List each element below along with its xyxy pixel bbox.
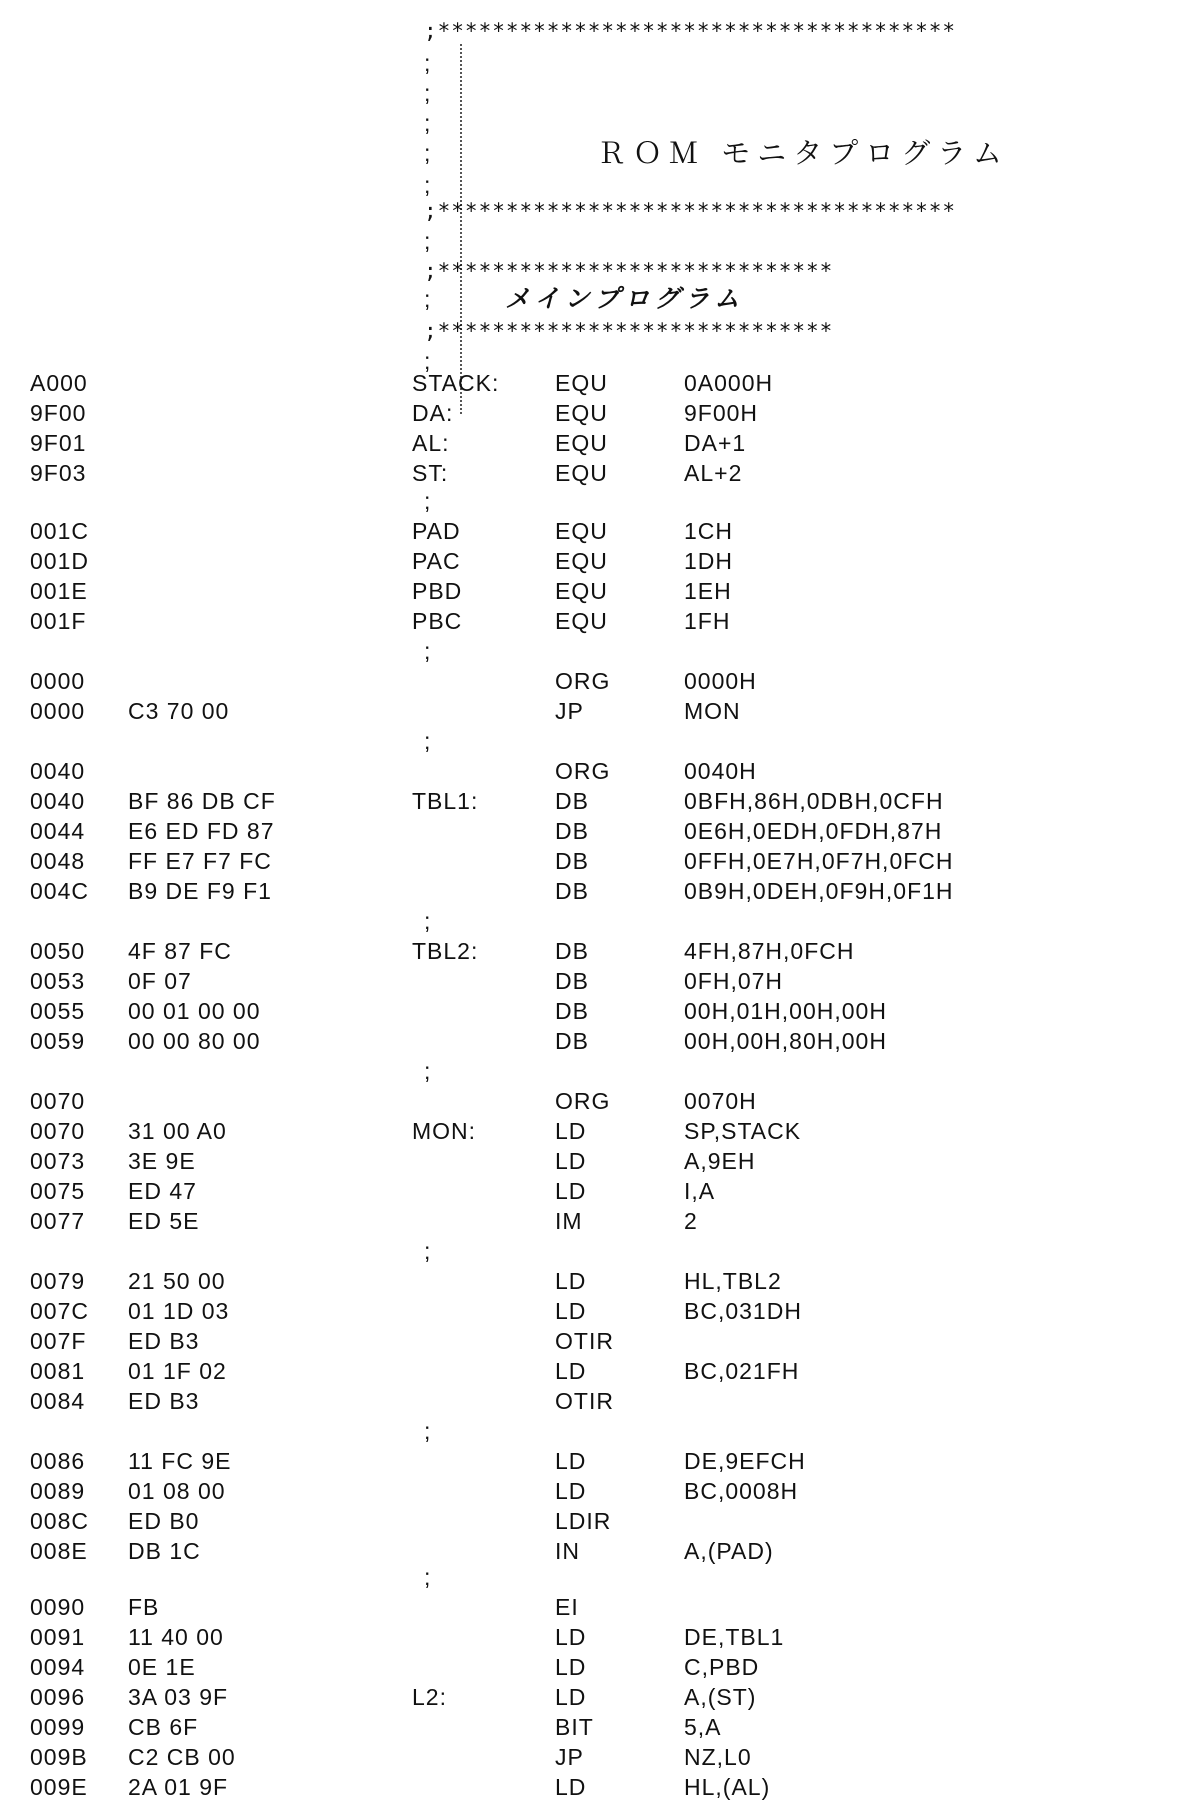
mnemonic: DB	[555, 968, 589, 994]
address: 0040	[30, 758, 86, 784]
listing-row	[0, 786, 1204, 816]
operand: DE,TBL1	[684, 1624, 785, 1650]
mnemonic: LD	[555, 1358, 587, 1384]
address: 001E	[30, 578, 88, 604]
listing-row	[0, 1446, 1204, 1476]
operand: 0FH,07H	[684, 968, 784, 994]
address: 0089	[30, 1478, 86, 1504]
section-banner-top-stars: ;*****************************	[424, 259, 834, 283]
machine-code: C3 70 00	[128, 698, 230, 724]
section-banner-bottom	[0, 316, 1204, 346]
mnemonic: EQU	[555, 518, 608, 544]
operand: 1CH	[684, 518, 734, 544]
label: PBD	[412, 578, 463, 604]
operand: 00H,01H,00H,00H	[684, 998, 887, 1024]
comment-line	[0, 226, 1204, 256]
listing-row	[0, 1386, 1204, 1416]
mnemonic: BIT	[555, 1714, 594, 1740]
address: 9F03	[30, 460, 87, 486]
comment-semicolon: ;	[424, 286, 432, 312]
section-banner-top	[0, 256, 1204, 286]
operand: 4FH,87H,0FCH	[684, 938, 855, 964]
listing-row	[0, 1356, 1204, 1386]
machine-code: 01 1F 02	[128, 1358, 227, 1384]
listing-row	[0, 1296, 1204, 1326]
comment-line	[0, 906, 1204, 936]
machine-code: 4F 87 FC	[128, 938, 232, 964]
address: 009B	[30, 1744, 88, 1770]
comment-semicolon: ;	[424, 172, 432, 198]
mnemonic: LD	[555, 1268, 587, 1294]
label: STACK:	[412, 370, 500, 396]
address: 001C	[30, 518, 89, 544]
address: 0044	[30, 818, 86, 844]
banner-mid	[0, 196, 1204, 226]
mnemonic: LD	[555, 1118, 587, 1144]
machine-code: C2 CB 00	[128, 1744, 236, 1770]
machine-code: BF 86 DB CF	[128, 788, 276, 814]
section-banner-bottom-stars: ;*****************************	[424, 319, 834, 343]
operand: 0BFH,86H,0DBH,0CFH	[684, 788, 944, 814]
address: 009E	[30, 1774, 88, 1800]
comment-semicolon: ;	[424, 1238, 432, 1264]
address: 0090	[30, 1594, 86, 1620]
listing-row	[0, 1086, 1204, 1116]
banner-top-stars: ;**************************************	[424, 19, 957, 43]
machine-code: 11 FC 9E	[128, 1448, 232, 1474]
operand: 0A000H	[684, 370, 774, 396]
comment-semicolon: ;	[424, 140, 432, 166]
machine-code: DB 1C	[128, 1538, 201, 1564]
comment-line	[0, 486, 1204, 516]
operand: 00H,00H,80H,00H	[684, 1028, 887, 1054]
listing-row	[0, 1266, 1204, 1296]
operand: HL,TBL2	[684, 1268, 782, 1294]
machine-code: 01 1D 03	[128, 1298, 230, 1324]
address: 0070	[30, 1088, 86, 1114]
comment-line	[0, 636, 1204, 666]
operand: BC,021FH	[684, 1358, 800, 1384]
address: 0077	[30, 1208, 86, 1234]
mnemonic: OTIR	[555, 1388, 614, 1414]
mnemonic: EQU	[555, 608, 608, 634]
address: 0053	[30, 968, 86, 994]
listing-row	[0, 936, 1204, 966]
comment-semicolon: ;	[424, 728, 432, 754]
comment-semicolon: ;	[424, 348, 432, 374]
listing-row	[0, 666, 1204, 696]
operand: 1DH	[684, 548, 734, 574]
mnemonic: DB	[555, 788, 589, 814]
listing-row	[0, 606, 1204, 636]
address: 001D	[30, 548, 89, 574]
machine-code: FF E7 F7 FC	[128, 848, 272, 874]
machine-code: E6 ED FD 87	[128, 818, 275, 844]
listing-row	[0, 756, 1204, 786]
label: PAD	[412, 518, 461, 544]
machine-code: 00 01 00 00	[128, 998, 261, 1024]
machine-code: 01 08 00	[128, 1478, 226, 1504]
comment-semicolon: ;	[424, 1058, 432, 1084]
listing-row	[0, 1682, 1204, 1712]
mnemonic: DB	[555, 1028, 589, 1054]
address: 004C	[30, 878, 89, 904]
mnemonic: LD	[555, 1148, 587, 1174]
operand: I,A	[684, 1178, 716, 1204]
listing-row	[0, 576, 1204, 606]
address: 0048	[30, 848, 86, 874]
address: 0086	[30, 1448, 86, 1474]
mnemonic: DB	[555, 848, 589, 874]
listing-row	[0, 458, 1204, 488]
address: 0081	[30, 1358, 86, 1384]
address: 0050	[30, 938, 86, 964]
address: 0079	[30, 1268, 86, 1294]
listing-row	[0, 546, 1204, 576]
listing-row	[0, 1652, 1204, 1682]
comment-line	[0, 48, 1204, 78]
comment-line	[0, 1236, 1204, 1266]
label: PBC	[412, 608, 463, 634]
machine-code: ED 5E	[128, 1208, 200, 1234]
mnemonic: OTIR	[555, 1328, 614, 1354]
address: 0099	[30, 1714, 86, 1740]
address: 0096	[30, 1684, 86, 1710]
address: 0073	[30, 1148, 86, 1174]
address: 008E	[30, 1538, 88, 1564]
label: DA:	[412, 400, 454, 426]
label: TBL1:	[412, 788, 479, 814]
listing-row	[0, 1206, 1204, 1236]
operand: 2	[684, 1208, 698, 1234]
label: PAC	[412, 548, 461, 574]
machine-code: B9 DE F9 F1	[128, 878, 272, 904]
operand: 0E6H,0EDH,0FDH,87H	[684, 818, 943, 844]
operand: 0B9H,0DEH,0F9H,0F1H	[684, 878, 954, 904]
listing-row	[0, 1116, 1204, 1146]
listing-row	[0, 1326, 1204, 1356]
mnemonic: ORG	[555, 758, 611, 784]
mnemonic: EQU	[555, 370, 608, 396]
address: 0075	[30, 1178, 86, 1204]
label: TBL2:	[412, 938, 479, 964]
operand: C,PBD	[684, 1654, 760, 1680]
mnemonic: EQU	[555, 430, 608, 456]
mnemonic: EQU	[555, 548, 608, 574]
title-line	[0, 138, 1204, 168]
listing-row	[0, 816, 1204, 846]
listing-row	[0, 1712, 1204, 1742]
address: 0070	[30, 1118, 86, 1144]
listing-row	[0, 846, 1204, 876]
machine-code: ED B0	[128, 1508, 200, 1534]
listing-row	[0, 996, 1204, 1026]
mnemonic: LD	[555, 1624, 587, 1650]
listing-row	[0, 1146, 1204, 1176]
operand: 0070H	[684, 1088, 757, 1114]
mnemonic: ORG	[555, 1088, 611, 1114]
listing-row	[0, 1592, 1204, 1622]
machine-code: 11 40 00	[128, 1624, 224, 1650]
operand: 0040H	[684, 758, 757, 784]
mnemonic: LD	[555, 1448, 587, 1474]
operand: A,(ST)	[684, 1684, 757, 1710]
mnemonic: DB	[555, 878, 589, 904]
mnemonic: LDIR	[555, 1508, 612, 1534]
operand: 0000H	[684, 668, 757, 694]
mnemonic: LD	[555, 1298, 587, 1324]
listing-row	[0, 1622, 1204, 1652]
comment-line	[0, 78, 1204, 108]
comment-line	[0, 1056, 1204, 1086]
comment-semicolon: ;	[424, 638, 432, 664]
mnemonic: DB	[555, 938, 589, 964]
address: 0000	[30, 698, 86, 724]
listing-row	[0, 516, 1204, 546]
operand: NZ,L0	[684, 1744, 752, 1770]
comment-line	[0, 726, 1204, 756]
section-title-line	[0, 284, 1204, 314]
mnemonic: EQU	[555, 578, 608, 604]
machine-code: 0E 1E	[128, 1654, 196, 1680]
operand: MON	[684, 698, 741, 724]
label: ST:	[412, 460, 449, 486]
operand: BC,0008H	[684, 1478, 799, 1504]
machine-code: FB	[128, 1594, 160, 1620]
label: MON:	[412, 1118, 477, 1144]
operand: HL,(AL)	[684, 1774, 771, 1800]
banner-mid-stars: ;**************************************	[424, 199, 957, 223]
operand: 5,A	[684, 1714, 722, 1740]
listing-row	[0, 1506, 1204, 1536]
address: 0055	[30, 998, 86, 1024]
address: 007F	[30, 1328, 87, 1354]
banner-top	[0, 16, 1204, 46]
machine-code: ED B3	[128, 1388, 200, 1414]
machine-code: 3A 03 9F	[128, 1684, 229, 1710]
comment-semicolon: ;	[424, 228, 432, 254]
machine-code: 00 00 80 00	[128, 1028, 261, 1054]
address: 0084	[30, 1388, 86, 1414]
machine-code: CB 6F	[128, 1714, 199, 1740]
mnemonic: LD	[555, 1178, 587, 1204]
operand: BC,031DH	[684, 1298, 802, 1324]
listing-row	[0, 966, 1204, 996]
address: 0000	[30, 668, 86, 694]
operand: A,9EH	[684, 1148, 756, 1174]
listing-row	[0, 876, 1204, 906]
listing-row	[0, 1176, 1204, 1206]
machine-code: 2A 01 9F	[128, 1774, 229, 1800]
mnemonic: IN	[555, 1538, 580, 1564]
mnemonic: EI	[555, 1594, 579, 1620]
operand: A,(PAD)	[684, 1538, 774, 1564]
address: 9F00	[30, 400, 87, 426]
operand: 1EH	[684, 578, 732, 604]
listing-row	[0, 1742, 1204, 1772]
operand: 0FFH,0E7H,0F7H,0FCH	[684, 848, 954, 874]
listing-row	[0, 1772, 1204, 1802]
mnemonic: JP	[555, 698, 584, 724]
listing-row	[0, 428, 1204, 458]
address: 0040	[30, 788, 86, 814]
mnemonic: ORG	[555, 668, 611, 694]
operand: DA+1	[684, 430, 747, 456]
comment-semicolon: ;	[424, 1564, 432, 1590]
machine-code: 0F 07	[128, 968, 192, 994]
mnemonic: DB	[555, 998, 589, 1024]
mnemonic: LD	[555, 1478, 587, 1504]
address: 0059	[30, 1028, 86, 1054]
mnemonic: LD	[555, 1684, 587, 1710]
listing-row	[0, 1476, 1204, 1506]
comment-line	[0, 108, 1204, 138]
operand: AL+2	[684, 460, 743, 486]
operand: 1FH	[684, 608, 731, 634]
mnemonic: IM	[555, 1208, 583, 1234]
address: 0094	[30, 1654, 86, 1680]
address: 007C	[30, 1298, 89, 1324]
machine-code: 3E 9E	[128, 1148, 196, 1174]
section-title: メインプログラム	[505, 284, 745, 313]
machine-code: ED 47	[128, 1178, 197, 1204]
comment-semicolon: ;	[424, 110, 432, 136]
machine-code: 21 50 00	[128, 1268, 226, 1294]
mnemonic: EQU	[555, 460, 608, 486]
comment-semicolon: ;	[424, 488, 432, 514]
comment-semicolon: ;	[424, 1418, 432, 1444]
comment-semicolon: ;	[424, 908, 432, 934]
document-title: ＲＯＭ モニタプログラム	[597, 136, 1009, 170]
address: 008C	[30, 1508, 89, 1534]
listing-row	[0, 398, 1204, 428]
comment-line	[0, 1562, 1204, 1592]
label: AL:	[412, 430, 450, 456]
address: A000	[30, 370, 88, 396]
listing-row	[0, 1026, 1204, 1056]
machine-code: ED B3	[128, 1328, 200, 1354]
mnemonic: EQU	[555, 400, 608, 426]
operand: DE,9EFCH	[684, 1448, 806, 1474]
label: L2:	[412, 1684, 447, 1710]
address: 001F	[30, 608, 87, 634]
operand: 9F00H	[684, 400, 759, 426]
comment-semicolon: ;	[424, 50, 432, 76]
mnemonic: LD	[555, 1654, 587, 1680]
operand: SP,STACK	[684, 1118, 802, 1144]
machine-code: 31 00 A0	[128, 1118, 227, 1144]
address: 9F01	[30, 430, 87, 456]
listing-row	[0, 368, 1204, 398]
listing-row	[0, 696, 1204, 726]
address: 0091	[30, 1624, 86, 1650]
comment-line	[0, 1416, 1204, 1446]
mnemonic: JP	[555, 1744, 584, 1770]
comment-semicolon: ;	[424, 80, 432, 106]
mnemonic: DB	[555, 818, 589, 844]
mnemonic: LD	[555, 1774, 587, 1800]
